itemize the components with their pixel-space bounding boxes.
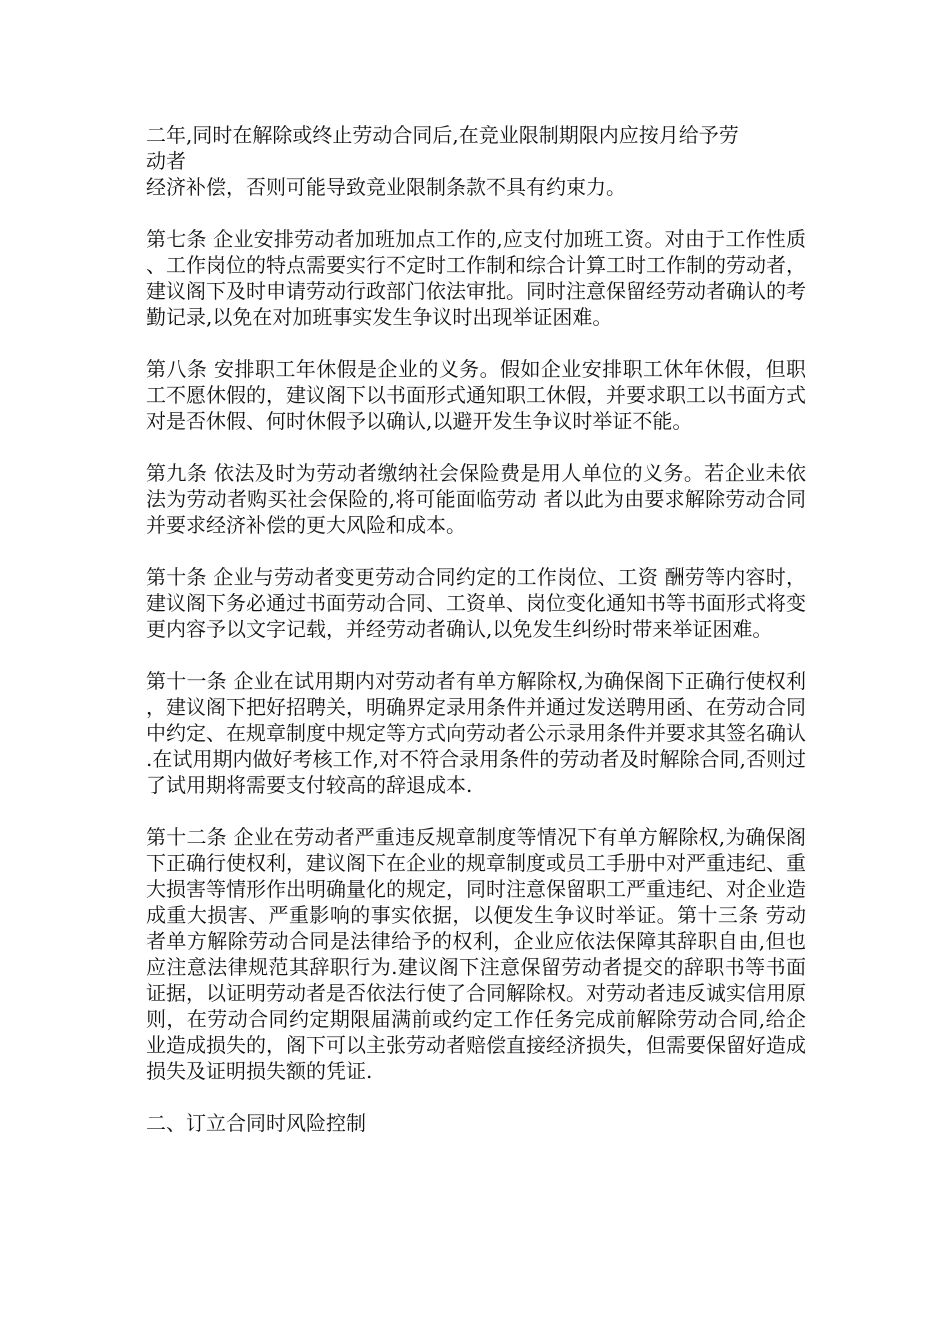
intro-paragraph xyxy=(146,122,806,200)
article-11-paragraph: 第十一条 企业在试用期内对劳动者有单方解除权,为确保阁下正确行使权利，建议阁下把好招聘关，明确界定录用条件并通过发送聘用函、在劳动合同中约定、在规章制度中规定等方式向劳动者公示录用条件并要求其签名确认.在试用期内做好考核工作,对不符合录用条件的劳动者及时解除合同,否则过了试用期将需要支付较高的辞退成本. xyxy=(146,669,806,797)
article-7-paragraph: 第七条 企业安排劳动者加班加点工作的,应支付加班工资。对由于工作性质、工作岗位的特点需要实行不定时工作制和综合计算工时工作制的劳动者，建议阁下及时申请劳动行政部门依法审批。同时注意保留经劳动者确认的考勤记录,以免在对加班事实发生争议时出现举证困难。 xyxy=(146,227,806,329)
section-heading: 二、订立合同时风险控制 xyxy=(146,1111,366,1135)
article-8-paragraph: 第八条 安排职工年休假是企业的义务。假如企业安排职工休年休假，但职工不愿休假的，建议阁下以书面形式通知职工休假，并要求职工以书面方式对是否休假、何时休假予以确认,以避开发生争议时举证不能。 xyxy=(146,357,806,433)
article-12-13-paragraph: 第十二条 企业在劳动者严重违反规章制度等情况下有单方解除权,为确保阁下正确行使权利，建议阁下在企业的规章制度或员工手册中对严重违纪、重大损害等情形作出明确量化的规定，同时注意保留职工严重违纪、对企业造成重大损害、严重影响的事实依据，以便发生争议时举证。第十三条 劳动者单方解除劳动合同是法律给予的权利，企业应依法保障其辞职自由,但也应注意法律规范其辞职行为.建议阁下注意保留劳动者提交的辞职书等书面证据，以证明劳动者是否依法行使了合同解除权。对劳动者违反诚实信用原则，在劳动合同约定期限届满前或约定工作任务完成前解除劳动合同,给企业造成损失的，阁下可以主张劳动者赔偿直接经济损失，但需要保留好造成损失及证明损失额的凭证. xyxy=(146,825,806,1083)
article-10-paragraph: 第十条 企业与劳动者变更劳动合同约定的工作岗位、工资 酬劳等内容时，建议阁下务必通过书面劳动合同、工资单、岗位变化通知书等书面形式将变更内容予以文字记载，并经劳动者确认,以免发生纠纷时带来举证困难。 xyxy=(146,565,806,641)
intro-line-1: 二年,同时在解除或终止劳动合同后,在竞业限制期限内应按月给予劳 xyxy=(146,123,739,147)
intro-line-3: 经济补偿，否则可能导致竞业限制条款不具有约束力。 xyxy=(146,175,626,199)
article-9-paragraph: 第九条 依法及时为劳动者缴纳社会保险费是用人单位的义务。若企业未依法为劳动者购买社会保险的,将可能面临劳动 者以此为由要求解除劳动合同并要求经济补偿的更大风险和成本。 xyxy=(146,461,806,537)
document-body xyxy=(146,122,806,1162)
intro-line-2: 动者 xyxy=(146,149,186,173)
